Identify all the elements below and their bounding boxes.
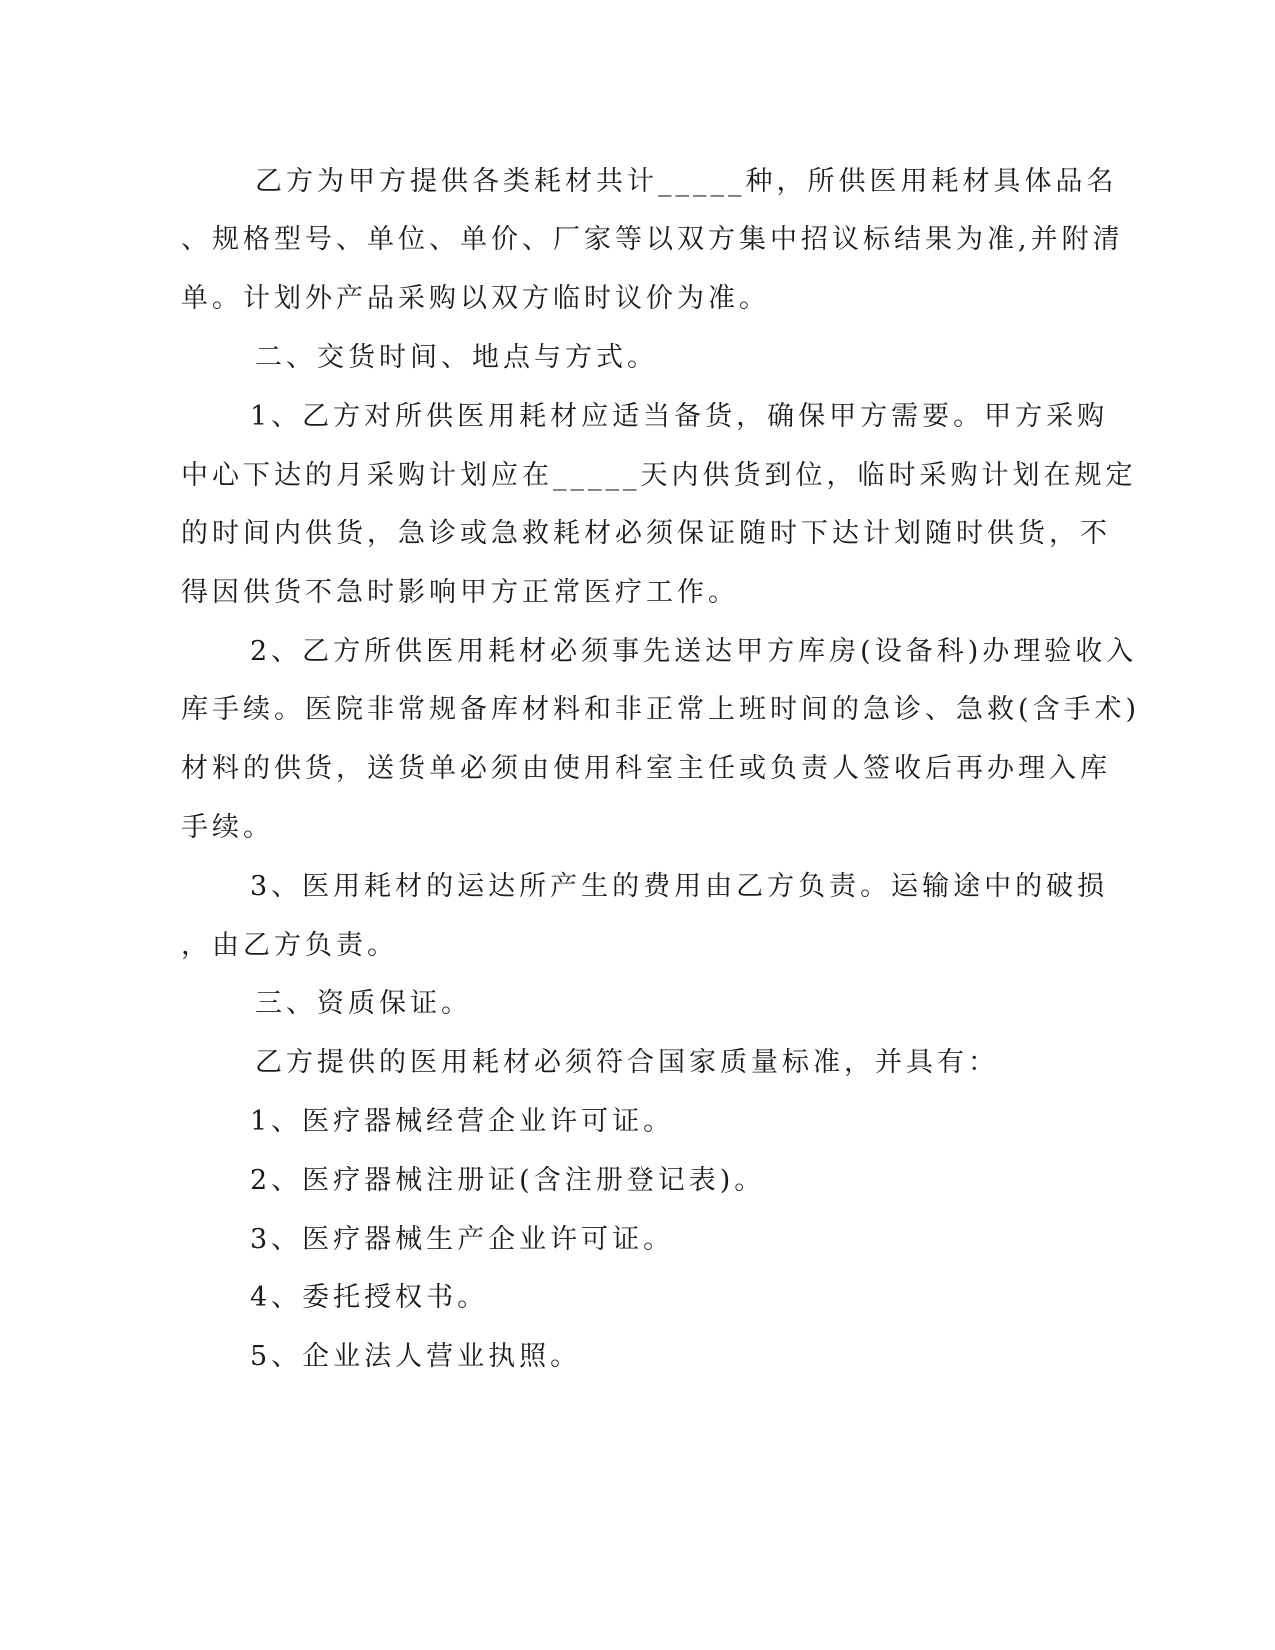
- list-item: 2、医疗器械注册证(含注册登记表)。: [250, 1165, 766, 1196]
- list-item: 1、医疗器械经营企业许可证。: [250, 1106, 675, 1137]
- paragraph-line: 乙方为甲方提供各类耗材共计_____种，所供医用耗材具体品名: [255, 166, 1118, 197]
- paragraph-line: 中心下达的月采购计划应在_____天内供货到位，临时采购计划在规定: [181, 460, 1137, 491]
- list-item: 3、医疗器械生产企业许可证。: [250, 1224, 675, 1255]
- section-heading: 三、资质保证。: [255, 988, 472, 1019]
- section-heading: 二、交货时间、地点与方式。: [255, 342, 658, 373]
- paragraph-line: 得因供货不急时影响甲方正常医疗工作。: [181, 577, 739, 608]
- paragraph-line: 手续。: [181, 812, 274, 843]
- paragraph-line: 单。计划外产品采购以双方临时议价为准。: [181, 283, 770, 314]
- paragraph-line: 、规格型号、单位、单价、厂家等以双方集中招议标结果为准,并附清: [181, 224, 1124, 255]
- paragraph-line: 材料的供货，送货单必须由使用科室主任或负责人签收后再办理入库: [181, 753, 1111, 784]
- paragraph-line: ，由乙方负责。: [181, 930, 398, 961]
- paragraph-line: 1、乙方对所供医用耗材应适当备货，确保甲方需要。甲方采购: [250, 401, 1109, 432]
- paragraph-line: 2、乙方所供医用耗材必须事先送达甲方库房(设备科)办理验收入: [250, 636, 1138, 667]
- list-item: 5、企业法人营业执照。: [250, 1341, 582, 1372]
- paragraph-line: 3、医用耗材的运达所产生的费用由乙方负责。运输途中的破损: [250, 871, 1109, 902]
- paragraph-line: 库手续。医院非常规备库材料和非正常上班时间的急诊、急救(含手术): [181, 694, 1141, 725]
- paragraph-line: 的时间内供货，急诊或急救耗材必须保证随时下达计划随时供货，不: [181, 518, 1111, 549]
- paragraph-line: 乙方提供的医用耗材必须符合国家质量标准，并具有：: [255, 1047, 999, 1078]
- list-item: 4、委托授权书。: [250, 1282, 489, 1313]
